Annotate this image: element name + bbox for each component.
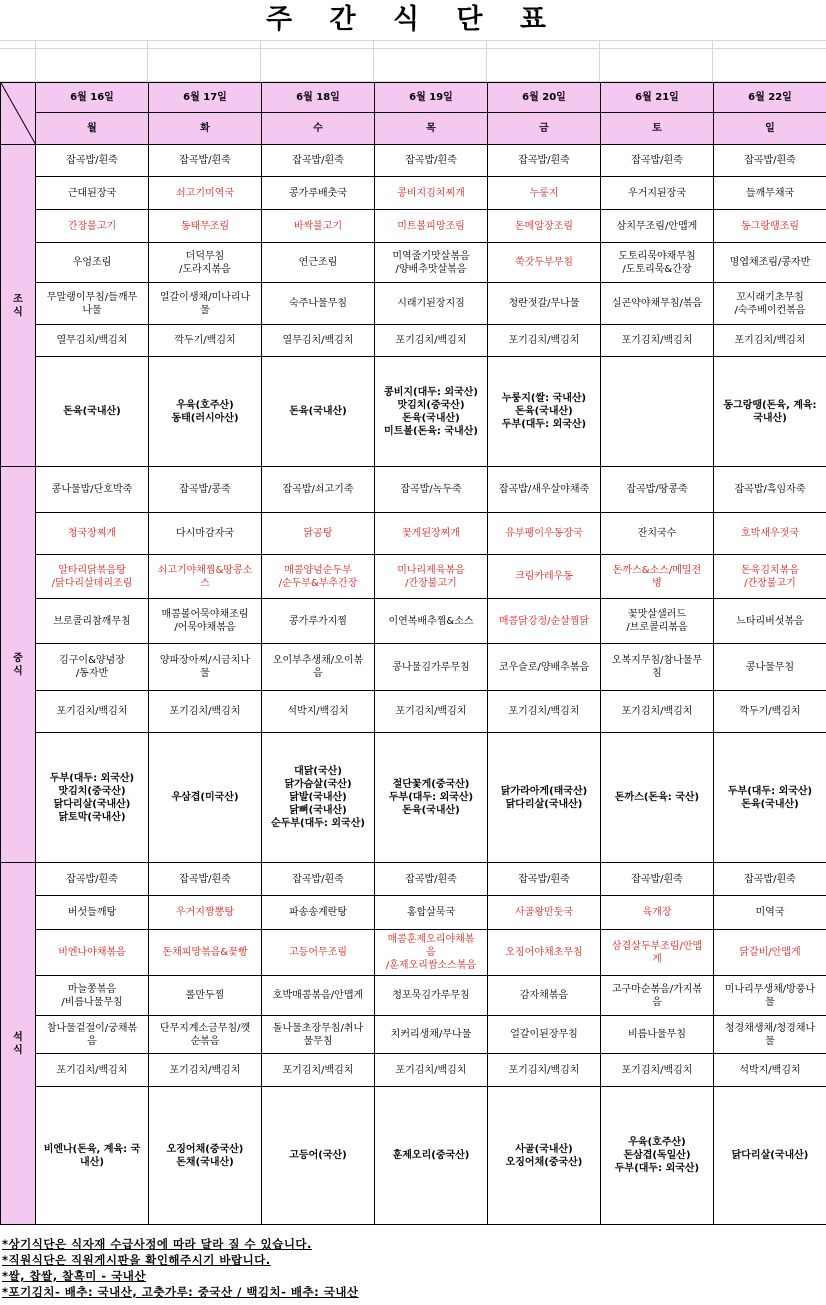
menu-cell: 잔치국수 — [601, 513, 714, 555]
menu-cell: 동태무조림 — [149, 210, 262, 243]
menu-cell: 포기김치/백김치 — [601, 1054, 714, 1087]
menu-cell: 실곤약야채무침/볶음 — [601, 283, 714, 325]
menu-cell: 미트볼피망조림 — [375, 210, 488, 243]
menu-cell: 단무지계소금무침/깻 순볶음 — [149, 1016, 262, 1054]
date-header: 6월 22일 — [714, 83, 826, 113]
meal-label-char: 석 — [13, 1031, 23, 1043]
menu-cell: 잡곡밥/흰죽 — [36, 863, 149, 896]
menu-cell: 청국장찌개 — [36, 513, 149, 555]
weekday-header: 화 — [149, 113, 262, 145]
menu-cell: 들깨무채국 — [714, 177, 826, 210]
menu-cell: 코우슬로/양배추볶음 — [488, 644, 601, 691]
menu-cell: 다시마감자국 — [149, 513, 262, 555]
menu-cell: 돈육(국내산) — [36, 357, 149, 467]
date-header: 6월 16일 — [36, 83, 149, 113]
menu-cell — [601, 357, 714, 467]
menu-cell: 롤만두찜 — [149, 976, 262, 1016]
menu-row — [1, 555, 826, 599]
menu-cell: 포기김치/백김치 — [375, 1054, 488, 1087]
menu-cell: 누룽지 — [488, 177, 601, 210]
menu-cell: 쇠고기미역국 — [149, 177, 262, 210]
menu-cell: 청포묵김가루무침 — [375, 976, 488, 1016]
menu-cell: 오복지무침/참나물무 침 — [601, 644, 714, 691]
menu-row — [1, 930, 826, 976]
menu-cell: 비엔나(돈육, 계육: 국 내산) — [36, 1087, 149, 1225]
menu-cell: 콩비지김치찌개 — [375, 177, 488, 210]
date-header: 6월 17일 — [149, 83, 262, 113]
menu-cell: 매콤훈제오리야채볶 음 /훈제오리쌈소스볶음 — [375, 930, 488, 976]
menu-cell: 미나리제육볶음 /간장불고기 — [375, 555, 488, 599]
menu-cell: 닭가라아게(태국산) 닭다리살(국내산) — [488, 733, 601, 863]
menu-cell: 돈육(국내산) — [262, 357, 375, 467]
menu-cell: 우거지짬뽕탕 — [149, 896, 262, 930]
footer-note: *상기식단은 식자재 수급사정에 따라 달라 질 수 있습니다. — [2, 1237, 312, 1251]
menu-row — [1, 467, 826, 513]
menu-cell: 고등어무조림 — [262, 930, 375, 976]
menu-row — [1, 644, 826, 691]
spreadsheet-empty-rows — [0, 40, 826, 82]
menu-cell: 잡곡밥/흰죽 — [262, 863, 375, 896]
menu-cell: 브로콜리참깨무침 — [36, 599, 149, 644]
menu-cell: 잡곡밥/땅콩죽 — [601, 467, 714, 513]
menu-cell: 절단꽃게(중국산) 두부(대두: 외국산) 돈육(국내산) — [375, 733, 488, 863]
menu-row — [1, 896, 826, 930]
menu-cell: 석박지/백김치 — [714, 1054, 826, 1087]
menu-row — [1, 325, 826, 357]
menu-cell: 우육(호주산) 돈삼겹(독일산) 두부(대두: 외국산) — [601, 1087, 714, 1225]
menu-cell: 꼬시래기초무침 /숙주베이컨볶음 — [714, 283, 826, 325]
menu-cell: 포기김치/백김치 — [601, 325, 714, 357]
menu-cell: 우엉조림 — [36, 243, 149, 283]
menu-cell: 포기김치/백김치 — [262, 1054, 375, 1087]
menu-cell: 닭다리살(국내산) — [714, 1087, 826, 1225]
menu-cell: 콩가루가지찜 — [262, 599, 375, 644]
date-header: 6월 21일 — [601, 83, 714, 113]
menu-cell: 돈육김치볶음 /간장불고기 — [714, 555, 826, 599]
menu-cell: 근대된장국 — [36, 177, 149, 210]
menu-cell: 고구마순볶음/가지볶 음 — [601, 976, 714, 1016]
date-header: 6월 18일 — [262, 83, 375, 113]
menu-cell: 고등어(국산) — [262, 1087, 375, 1225]
menu-cell: 청경채생채/청경채나 물 — [714, 1016, 826, 1054]
menu-row — [1, 243, 826, 283]
menu-cell: 포기김치/백김치 — [601, 691, 714, 733]
menu-cell: 매콤닭강정/순살찜닭 — [488, 599, 601, 644]
menu-cell: 돌나물초장무침/취나 물무침 — [262, 1016, 375, 1054]
menu-cell: 김구이&양념장 /동자반 — [36, 644, 149, 691]
menu-cell: 동그랑땡(돈육, 계육: 국내산) — [714, 357, 826, 467]
weekly-menu-table — [0, 82, 826, 1225]
menu-cell: 우삼겹(미국산) — [149, 733, 262, 863]
meal-label-char: 조 — [13, 293, 23, 305]
menu-cell: 잡곡밥/흰죽 — [149, 863, 262, 896]
menu-cell: 콩나물밥/단호박죽 — [36, 467, 149, 513]
menu-row — [1, 1087, 826, 1225]
menu-cell: 돈채피망볶음&꽃빵 — [149, 930, 262, 976]
menu-cell: 호박새우젓국 — [714, 513, 826, 555]
menu-cell: 열무김치/백김치 — [262, 325, 375, 357]
menu-cell: 포기김치/백김치 — [149, 691, 262, 733]
menu-cell: 간장불고기 — [36, 210, 149, 243]
menu-cell: 홍합살묵국 — [375, 896, 488, 930]
menu-cell: 포기김치/백김치 — [488, 325, 601, 357]
menu-cell: 삼치무조림/안맵게 — [601, 210, 714, 243]
menu-cell: 잡곡밥/녹두죽 — [375, 467, 488, 513]
menu-cell: 열무김치/백김치 — [36, 325, 149, 357]
menu-cell: 석박지/백김치 — [262, 691, 375, 733]
menu-cell: 오징어채(중국산) 돈채(국내산) — [149, 1087, 262, 1225]
meal-label — [1, 467, 36, 863]
menu-cell: 꽃게된장찌개 — [375, 513, 488, 555]
menu-cell: 오징어야채초무침 — [488, 930, 601, 976]
menu-cell: 훈제오리(중국산) — [375, 1087, 488, 1225]
menu-cell: 도토리묵야채무침 /도토리묵&간장 — [601, 243, 714, 283]
menu-cell: 미역국 — [714, 896, 826, 930]
menu-row — [1, 357, 826, 467]
menu-cell: 포기김치/백김치 — [36, 1054, 149, 1087]
menu-cell: 닭갈비/안맵게 — [714, 930, 826, 976]
meal-label — [1, 863, 36, 1225]
menu-cell: 잡곡밥/흰죽 — [375, 145, 488, 177]
menu-cell: 포기김치/백김치 — [488, 691, 601, 733]
menu-cell: 두부(대두: 외국산) 돈육(국내산) — [714, 733, 826, 863]
menu-row — [1, 599, 826, 644]
menu-row — [1, 733, 826, 863]
weekday-header: 일 — [714, 113, 826, 145]
weekday-header: 토 — [601, 113, 714, 145]
footer-note: *포기김치- 배추: 국내산, 고춧가루: 중국산 / 백김치- 배추: 국내산 — [2, 1285, 359, 1299]
menu-cell: 콩가루배춧국 — [262, 177, 375, 210]
menu-cell: 우거지된장국 — [601, 177, 714, 210]
menu-cell: 미역줄기맛살볶음 /양배추맛살볶음 — [375, 243, 488, 283]
menu-cell: 잡곡밥/흰죽 — [714, 145, 826, 177]
corner-cell — [1, 83, 36, 145]
menu-cell: 명엽채조림/콩자반 — [714, 243, 826, 283]
menu-cell: 포기김치/백김치 — [714, 325, 826, 357]
menu-cell: 포기김치/백김치 — [36, 691, 149, 733]
menu-cell: 미나리무생채/방풍나 물 — [714, 976, 826, 1016]
menu-row — [1, 513, 826, 555]
meal-label-char: 중 — [13, 652, 23, 664]
menu-cell: 알타리닭볶음탕 /닭다리살데리조림 — [36, 555, 149, 599]
meal-label — [1, 145, 36, 467]
menu-cell: 깍두기/백김치 — [714, 691, 826, 733]
menu-cell: 동그랑땡조림 — [714, 210, 826, 243]
menu-cell: 크림카레우동 — [488, 555, 601, 599]
menu-cell: 콩나물무침 — [714, 644, 826, 691]
footer-note: *쌀, 찹쌀, 찰흑미 - 국내산 — [2, 1269, 147, 1283]
menu-cell: 두부(대두: 외국산) 맛김치(중국산) 닭다리살(국내산) 닭토막(국내산) — [36, 733, 149, 863]
menu-cell: 삼겹살두부조림/안맵 게 — [601, 930, 714, 976]
menu-cell: 매콤볼어묵야채조림 /어묵야채볶음 — [149, 599, 262, 644]
menu-cell: 잡곡밥/쇠고기죽 — [262, 467, 375, 513]
menu-cell: 쇠고기야채찜&땅콩소 스 — [149, 555, 262, 599]
menu-cell: 잡곡밥/흰죽 — [262, 145, 375, 177]
menu-cell: 오이부추생채/오이볶 음 — [262, 644, 375, 691]
menu-cell: 유부팽이우동장국 — [488, 513, 601, 555]
menu-cell: 포기김치/백김치 — [488, 1054, 601, 1087]
menu-cell: 비름나물무침 — [601, 1016, 714, 1054]
menu-cell: 대닭(국산) 닭가슴살(국산) 닭발(국내산) 닭뼈(국내산) 순두부(대두: 외국산) — [262, 733, 375, 863]
menu-cell: 비엔나야채볶음 — [36, 930, 149, 976]
menu-row — [1, 1054, 826, 1087]
menu-cell: 버섯들깨탕 — [36, 896, 149, 930]
menu-cell: 느타리버섯볶음 — [714, 599, 826, 644]
menu-row — [1, 976, 826, 1016]
menu-cell: 잡곡밥/흰죽 — [149, 145, 262, 177]
menu-cell: 잡곡밥/흑임자죽 — [714, 467, 826, 513]
menu-cell: 닭곰탕 — [262, 513, 375, 555]
menu-cell: 포기김치/백김치 — [375, 325, 488, 357]
menu-row — [1, 1016, 826, 1054]
menu-row — [1, 691, 826, 733]
menu-cell: 매콤양념순두부 /순두부&부추간장 — [262, 555, 375, 599]
menu-cell: 돈까스&소스/메밀전 병 — [601, 555, 714, 599]
menu-cell: 참나물겉절이/궁채볶 음 — [36, 1016, 149, 1054]
menu-cell: 이연복배추찜&소스 — [375, 599, 488, 644]
menu-cell: 감자채볶음 — [488, 976, 601, 1016]
menu-cell: 잡곡밥/콩죽 — [149, 467, 262, 513]
menu-cell: 얼갈이생채/미나리나 물 — [149, 283, 262, 325]
meal-label-char: 식 — [13, 306, 23, 318]
menu-cell: 잡곡밥/흰죽 — [36, 145, 149, 177]
menu-cell: 치커리생채/무나물 — [375, 1016, 488, 1054]
menu-cell: 사골왕만둣국 — [488, 896, 601, 930]
menu-cell: 잡곡밥/흰죽 — [601, 145, 714, 177]
menu-cell: 사골(국내산) 오징어채(중국산) — [488, 1087, 601, 1225]
weekday-header: 월 — [36, 113, 149, 145]
menu-row — [1, 210, 826, 243]
weekday-header: 금 — [488, 113, 601, 145]
menu-row — [1, 863, 826, 896]
menu-cell: 돈까스(돈육: 국산) — [601, 733, 714, 863]
weekday-header: 목 — [375, 113, 488, 145]
menu-cell: 호박매콤볶음/안맵게 — [262, 976, 375, 1016]
page-title: 주 간 식 단 표 — [265, 4, 560, 35]
meal-label-char: 식 — [13, 1044, 23, 1056]
menu-cell: 잡곡밥/흰죽 — [601, 863, 714, 896]
menu-cell: 콩비지(대두: 외국산) 맛김치(중국산) 돈육(국내산) 미트볼(돈육: 국내산) — [375, 357, 488, 467]
menu-cell: 잡곡밥/새우살야채죽 — [488, 467, 601, 513]
menu-row — [1, 145, 826, 177]
menu-cell: 잡곡밥/흰죽 — [488, 145, 601, 177]
menu-cell: 더덕무침 /도라지볶음 — [149, 243, 262, 283]
menu-cell: 깍두기/백김치 — [149, 325, 262, 357]
menu-cell: 무말랭이무침/들깨무 나물 — [36, 283, 149, 325]
menu-cell: 꽃맛살샐러드 /브로콜리볶음 — [601, 599, 714, 644]
date-header: 6월 20일 — [488, 83, 601, 113]
menu-cell: 쑥갓두부무침 — [488, 243, 601, 283]
date-header: 6월 19일 — [375, 83, 488, 113]
menu-cell: 돈메알장조림 — [488, 210, 601, 243]
menu-cell: 우육(호주산) 동태(러시아산) — [149, 357, 262, 467]
menu-cell: 청란젓갈/무나물 — [488, 283, 601, 325]
menu-cell: 잡곡밥/흰죽 — [714, 863, 826, 896]
menu-cell: 숙주나물무침 — [262, 283, 375, 325]
menu-cell: 육개장 — [601, 896, 714, 930]
menu-cell: 바싹불고기 — [262, 210, 375, 243]
menu-cell: 잡곡밥/흰죽 — [488, 863, 601, 896]
menu-cell: 연근조림 — [262, 243, 375, 283]
menu-row — [1, 177, 826, 210]
menu-cell: 시래기된장지짐 — [375, 283, 488, 325]
meal-label-char: 식 — [13, 665, 23, 677]
menu-cell: 잡곡밥/흰죽 — [375, 863, 488, 896]
menu-cell: 포기김치/백김치 — [375, 691, 488, 733]
menu-cell: 포기김치/백김치 — [149, 1054, 262, 1087]
menu-cell: 콩나물김가루무침 — [375, 644, 488, 691]
weekday-header: 수 — [262, 113, 375, 145]
menu-cell: 마늘쫑볶음 /비름나물무침 — [36, 976, 149, 1016]
footer-note: *직원식단은 직원게시판을 확인해주시기 바랍니다. — [2, 1253, 271, 1267]
menu-cell: 양파장아찌/시금치나 물 — [149, 644, 262, 691]
menu-cell: 얼갈이된장무침 — [488, 1016, 601, 1054]
menu-cell: 누룽지(쌀: 국내산) 돈육(국내산) 두부(대두: 외국산) — [488, 357, 601, 467]
menu-row — [1, 283, 826, 325]
menu-cell: 파송송계란탕 — [262, 896, 375, 930]
